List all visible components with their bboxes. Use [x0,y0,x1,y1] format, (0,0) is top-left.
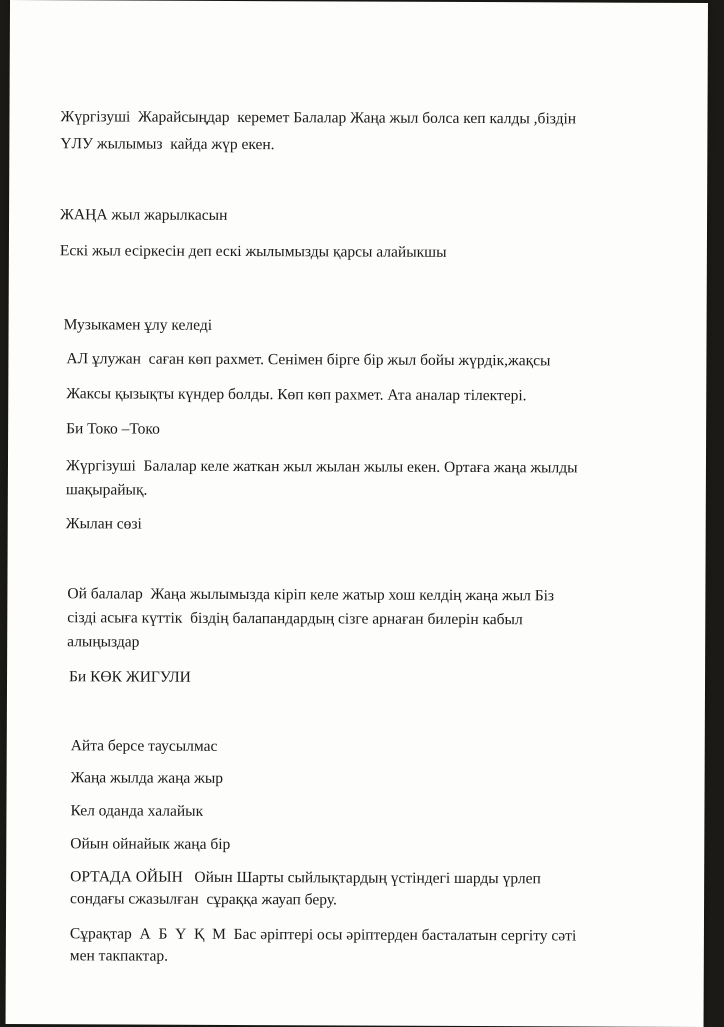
text-line: Кел оданда халайык [70,802,204,820]
text-line: сізді асыға күттік біздің балапандардың сізге арнаған билерін кабыл [67,609,523,629]
text-line: Жүргізуші Жарайсыңдар керемет Балалар Жаңа жыл болса кеп калды ,біздін [60,108,577,128]
text-line: Жылан сөзі [65,515,142,533]
text-line: Би КӨК ЖИГУЛИ [69,668,191,686]
text-line: сондағы сжазылған сұраққа жауап беру. [70,890,337,909]
text-line: Айта берсе таусылмас [70,737,218,755]
text-line: ҮЛУ жылымыз кайда жүр екен. [60,135,275,154]
text-line: Жаксы қызықты күндер болды. Көп көп рахмет. Ата аналар тілектері. [66,385,527,405]
text-line: ОРТАДА ОЙЫН Ойын Шарты сыйлықтардың үстіндегі шарды үрлеп [70,868,541,888]
text-line: мен такпактар. [69,947,169,965]
document-page [6,0,708,1027]
text-line: Жаңа жылда жаңа жыр [70,769,224,787]
text-line: Музыкамен ұлу келеді [63,316,213,334]
text-line: Ескі жыл есіркесін деп ескі жылымызды қарсы алайыкшы [59,242,447,261]
text-line: Сұрақтар А Б Ү Қ М Бас әріптері осы әріптерден басталатын сергіту сәті [69,925,577,945]
text-line: Ойын ойнайык жаңа бір [70,835,231,853]
text-line: Би Токо –Токо [66,420,160,438]
text-line: алыңыздар [67,633,140,651]
text-line: Жүргізуші Балалар келе жаткан жыл жылан жылы екен. Ортаға жаңа жылды [65,457,578,477]
text-line: шақырайық. [65,481,148,499]
text-line: Ой балалар Жаңа жылымызда кіріп келе жатыр хош келдің жаңа жыл Біз [67,585,555,605]
text-line: АЛ ұлужан саған көп рахмет. Сенімен бірге бір жыл бойы жүрдік,жақсы [66,350,551,370]
text-line: ЖАҢА жыл жарылкасын [60,206,228,224]
